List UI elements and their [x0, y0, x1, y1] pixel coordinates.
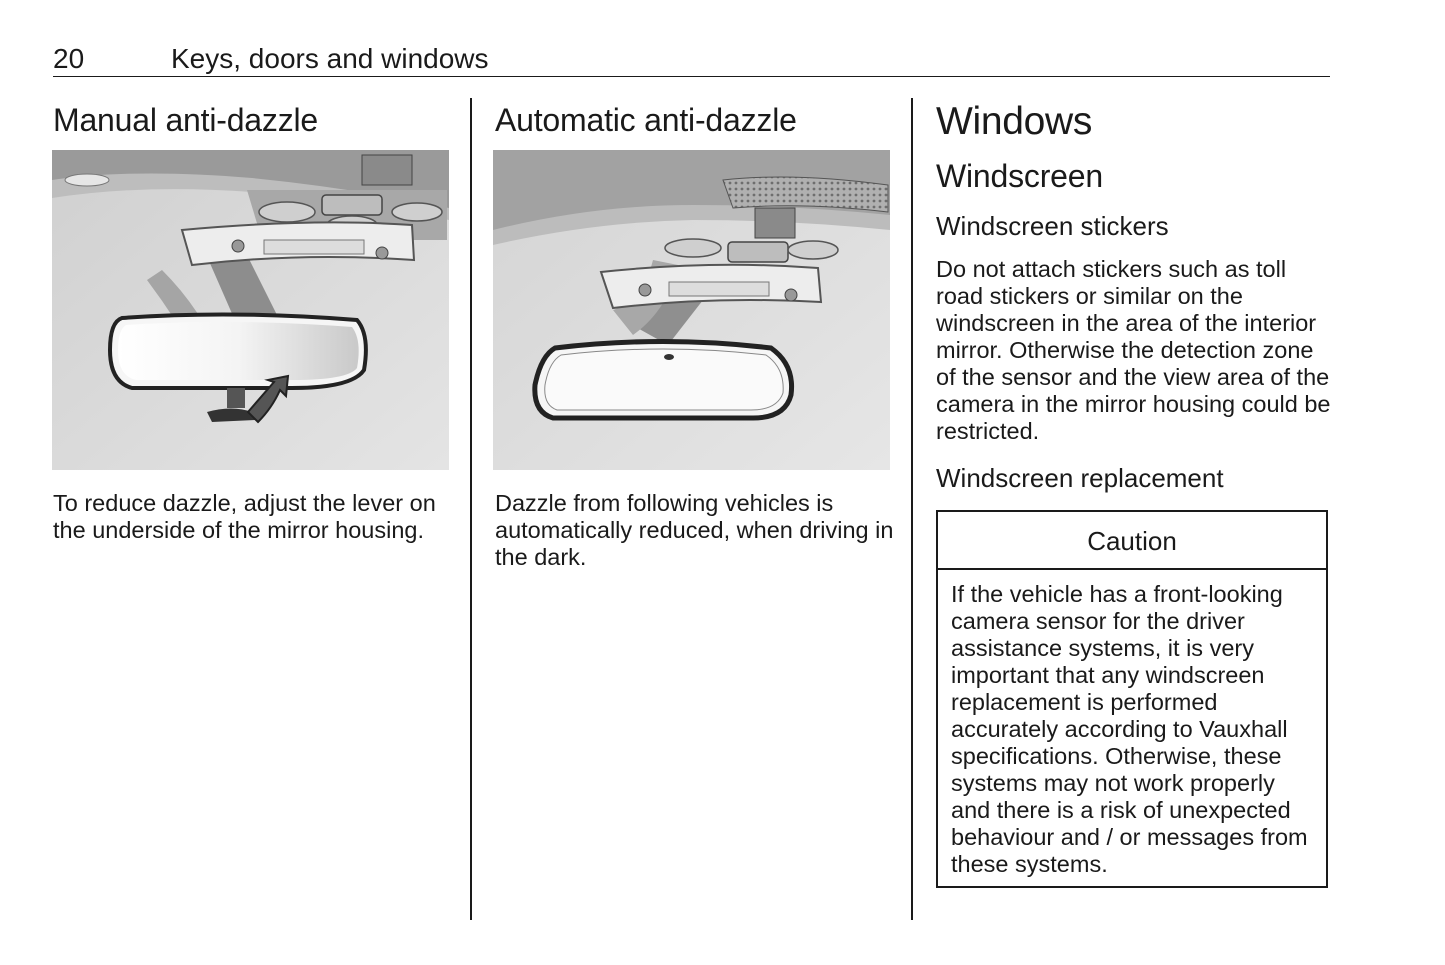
windows-section — [936, 100, 1332, 877]
mirror-manual-lever-icon — [52, 150, 449, 470]
column-divider — [911, 98, 913, 920]
section-title: Keys, doors and windows — [171, 43, 489, 74]
windscreen-stickers-heading: Windscreen stickers — [936, 211, 1169, 241]
page-number: 20 — [53, 43, 85, 74]
automatic-anti-dazzle-section — [495, 102, 895, 139]
automatic-mirror-illustration — [493, 150, 890, 470]
windscreen-stickers-text: Do not attach stickers such as toll road stickers or similar on the windscreen in the area of the interior mirror. Otherwise the detection zone of the sensor and the view area of the camera in the mirror housing could be restricted. — [936, 256, 1331, 444]
windows-heading: Windows — [936, 100, 1093, 143]
manual-mirror-illustration — [52, 150, 449, 470]
automatic-anti-dazzle-text: Dazzle from following vehicles is automatically reduced, when driving in the dark. — [495, 490, 894, 570]
windscreen-replacement-heading: Windscreen replacement — [936, 463, 1224, 493]
manual-anti-dazzle-section — [53, 102, 453, 139]
caution-text: If the vehicle has a front-looking camera sensor for the driver assistance systems, it is very important that any windscreen replacement is performed accurately according to Vauxhall specifications. Otherwise, these systems may not work properly and there is a risk of unexpected behaviour and / or messages from these systems. — [951, 581, 1308, 877]
page-header — [53, 40, 1330, 77]
caution-title: Caution — [938, 512, 1326, 570]
column-divider — [470, 98, 472, 920]
caution-box — [936, 510, 1328, 888]
manual-anti-dazzle-text: To reduce dazzle, adjust the lever on the underside of the mirror housing. — [53, 490, 436, 543]
automatic-anti-dazzle-heading: Automatic anti-dazzle — [495, 102, 797, 138]
automatic-body-wrap — [495, 490, 895, 571]
windscreen-heading: Windscreen — [936, 158, 1103, 194]
manual-anti-dazzle-heading: Manual anti-dazzle — [53, 102, 318, 138]
mirror-automatic-icon — [493, 150, 890, 470]
manual-body-wrap — [53, 490, 453, 544]
